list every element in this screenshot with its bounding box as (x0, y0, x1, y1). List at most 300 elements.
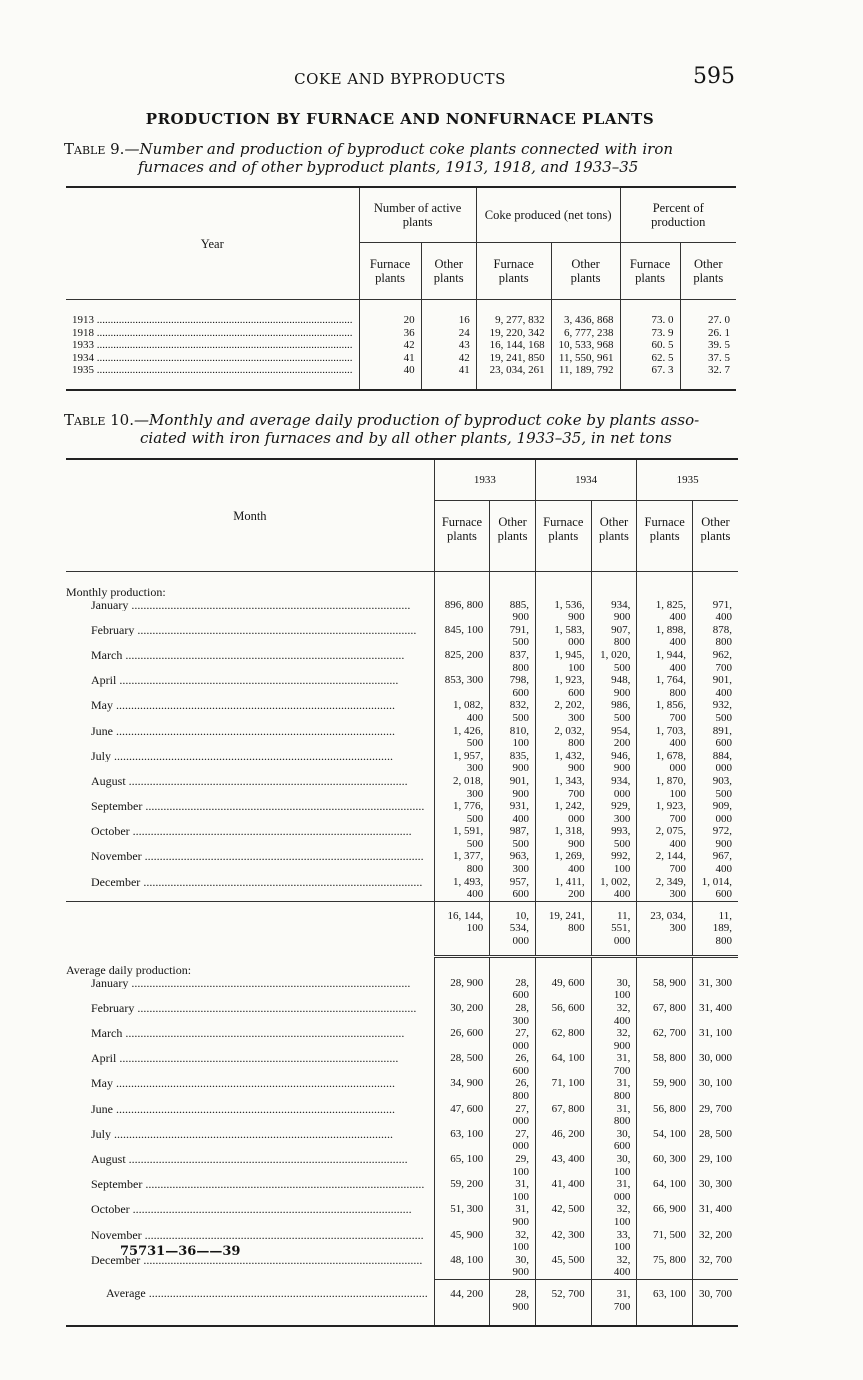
table9-sub-percent-other: Other plants (680, 243, 736, 300)
value-cell: 30, 100 (692, 1077, 738, 1102)
value-cell: 28, 900 (434, 977, 489, 1002)
value-cell: 1, 583, 000 (535, 624, 591, 649)
table9-value: 16, 144, 168 (476, 339, 551, 352)
year-label: 1935 ..... (72, 364, 353, 377)
value-cell: 825, 200 (434, 649, 489, 674)
value-cell: 42, 300 (535, 1229, 591, 1254)
daily-row (66, 1002, 738, 1027)
table9-value: 11, 550, 961 (551, 352, 620, 365)
value-cell: 2, 202, 300 (535, 699, 591, 724)
value-cell: 853, 300 (434, 674, 489, 699)
table9-header-year: Year (66, 187, 359, 300)
month-cell (66, 1128, 434, 1153)
value-cell: 1, 825, 400 (637, 599, 693, 624)
month-cell (66, 649, 434, 674)
table10-sub-1935-other: Other plants (692, 501, 738, 572)
average-label-cell (66, 1279, 434, 1326)
month-label: October ..... (91, 1203, 428, 1216)
empty-cell (434, 572, 489, 599)
year-label: 1933 ..... (72, 339, 353, 352)
value-cell: 32, 900 (591, 1027, 637, 1052)
daily-row (66, 1027, 738, 1052)
average-cell: 44, 200 (434, 1279, 489, 1326)
value-cell: 946, 900 (591, 750, 637, 775)
value-cell: 67, 800 (535, 1103, 591, 1128)
value-cell: 31, 400 (692, 1002, 738, 1027)
value-cell: 59, 900 (637, 1077, 693, 1102)
value-cell: 1, 426, 500 (434, 725, 489, 750)
total-cell: 16, 144, 100 (434, 901, 489, 956)
value-cell: 934, 900 (591, 599, 637, 624)
value-cell: 909, 000 (692, 800, 738, 825)
month-cell (66, 599, 434, 624)
empty-cell (637, 956, 693, 977)
section-title: PRODUCTION BY FURNACE AND NONFURNACE PLANTS (145, 110, 655, 128)
total-cell: 23, 034, 300 (637, 901, 693, 956)
value-cell: 1, 764, 800 (637, 674, 693, 699)
value-cell: 28, 500 (434, 1052, 489, 1077)
average-cell: 52, 700 (535, 1279, 591, 1326)
monthly-row (66, 876, 738, 902)
monthly-total-row (66, 901, 738, 956)
value-cell: 47, 600 (434, 1103, 489, 1128)
daily-row (66, 1052, 738, 1077)
table10-sub-1934-furnace: Furnace plants (535, 501, 591, 572)
value-cell: 1, 944, 400 (637, 649, 693, 674)
month-label: March ..... (91, 1027, 428, 1040)
value-cell: 1, 945, 100 (535, 649, 591, 674)
value-cell: 66, 900 (637, 1203, 693, 1228)
month-cell (66, 750, 434, 775)
empty-cell (490, 572, 536, 599)
table9 (66, 186, 736, 391)
value-cell: 1, 923, 700 (637, 800, 693, 825)
value-cell: 71, 500 (637, 1229, 693, 1254)
value-cell: 1, 870, 100 (637, 775, 693, 800)
daily-heading-row (66, 956, 738, 977)
value-cell: 31, 800 (591, 1077, 637, 1102)
year-cell (66, 364, 359, 390)
month-cell (66, 977, 434, 1002)
value-cell: 27, 000 (490, 1128, 536, 1153)
value-cell: 929, 300 (591, 800, 637, 825)
total-cell: 10, 534, 000 (490, 901, 536, 956)
value-cell: 1, 856, 700 (637, 699, 693, 724)
table9-value: 60. 5 (620, 339, 680, 352)
value-cell: 32, 700 (692, 1254, 738, 1280)
value-cell: 45, 500 (535, 1254, 591, 1280)
month-cell (66, 876, 434, 902)
table9-sub-coke-furnace: Furnace plants (476, 243, 551, 300)
table10-header-year-1934: 1934 (535, 459, 636, 501)
monthly-row (66, 649, 738, 674)
value-cell: 1, 411, 200 (535, 876, 591, 902)
month-label: July ..... (91, 1128, 428, 1141)
value-cell: 26, 600 (490, 1052, 536, 1077)
month-cell (66, 1153, 434, 1178)
value-cell: 46, 200 (535, 1128, 591, 1153)
month-label: May ..... (91, 1077, 428, 1090)
empty-cell (637, 572, 693, 599)
value-cell: 41, 400 (535, 1178, 591, 1203)
table10-sub-1933-other: Other plants (490, 501, 536, 572)
value-cell: 837, 800 (490, 649, 536, 674)
table9-value: 3, 436, 868 (551, 300, 620, 327)
value-cell: 1, 318, 900 (535, 825, 591, 850)
page-number: 595 (693, 64, 735, 89)
month-label: July ..... (91, 750, 428, 763)
value-cell: 1, 703, 400 (637, 725, 693, 750)
daily-row (66, 1178, 738, 1203)
footer-print-code: 75731—36——39 (120, 1244, 241, 1259)
table9-value: 41 (359, 352, 421, 365)
value-cell: 63, 100 (434, 1128, 489, 1153)
value-cell: 884, 000 (692, 750, 738, 775)
month-label: April ..... (91, 674, 428, 687)
monthly-row (66, 850, 738, 875)
value-cell: 34, 900 (434, 1077, 489, 1102)
value-cell: 931, 400 (490, 800, 536, 825)
value-cell: 26, 800 (490, 1077, 536, 1102)
monthly-row (66, 624, 738, 649)
month-cell (66, 800, 434, 825)
month-label: February ..... (91, 1002, 428, 1015)
value-cell: 58, 800 (637, 1052, 693, 1077)
value-cell: 54, 100 (637, 1128, 693, 1153)
empty-cell (535, 956, 591, 977)
value-cell: 891, 600 (692, 725, 738, 750)
table9-value: 67. 3 (620, 364, 680, 390)
table10-sub-1935-furnace: Furnace plants (637, 501, 693, 572)
value-cell: 1, 014, 600 (692, 876, 738, 902)
month-label: September ..... (91, 800, 428, 813)
year-label: 1934 ..... (72, 352, 353, 365)
value-cell: 56, 800 (637, 1103, 693, 1128)
value-cell: 31, 900 (490, 1203, 536, 1228)
month-cell (66, 1203, 434, 1228)
value-cell: 31, 700 (591, 1052, 637, 1077)
value-cell: 64, 100 (535, 1052, 591, 1077)
table9-sub-percent-furnace: Furnace plants (620, 243, 680, 300)
month-label: December ..... (91, 1254, 428, 1267)
table9-value: 42 (421, 352, 476, 365)
value-cell: 27, 000 (490, 1103, 536, 1128)
table10-caption-line1: —Monthly and average daily production of byproduct coke by plants asso- (134, 411, 700, 429)
value-cell: 948, 900 (591, 674, 637, 699)
value-cell: 1, 776, 500 (434, 800, 489, 825)
value-cell: 30, 000 (692, 1052, 738, 1077)
month-cell (66, 825, 434, 850)
value-cell: 963, 300 (490, 850, 536, 875)
daily-row (66, 1103, 738, 1128)
value-cell: 59, 200 (434, 1178, 489, 1203)
average-label: Average ..... (106, 1287, 428, 1300)
table9-value: 19, 220, 342 (476, 327, 551, 340)
table9-value: 9, 277, 832 (476, 300, 551, 327)
value-cell: 1, 923, 600 (535, 674, 591, 699)
value-cell: 1, 242, 000 (535, 800, 591, 825)
value-cell: 27, 000 (490, 1027, 536, 1052)
month-cell (66, 1052, 434, 1077)
value-cell: 32, 400 (591, 1254, 637, 1280)
value-cell: 901, 900 (490, 775, 536, 800)
value-cell: 26, 600 (434, 1027, 489, 1052)
value-cell: 1, 269, 400 (535, 850, 591, 875)
month-label: April ..... (91, 1052, 428, 1065)
value-cell: 907, 800 (591, 624, 637, 649)
table10-label: Table 10. (64, 411, 134, 429)
table9-value: 11, 189, 792 (551, 364, 620, 390)
value-cell: 885, 900 (490, 599, 536, 624)
month-cell (66, 1103, 434, 1128)
value-cell: 28, 300 (490, 1002, 536, 1027)
month-label: December ..... (91, 876, 428, 889)
monthly-row (66, 800, 738, 825)
table9-value: 39. 5 (680, 339, 736, 352)
month-label: November ..... (91, 1229, 428, 1242)
table9-sub-active-other: Other plants (421, 243, 476, 300)
year-cell (66, 339, 359, 352)
table10-header-year-1935: 1935 (637, 459, 738, 501)
value-cell: 962, 700 (692, 649, 738, 674)
value-cell: 1, 536, 900 (535, 599, 591, 624)
empty-cell (591, 572, 637, 599)
value-cell: 29, 100 (692, 1153, 738, 1178)
table9-caption-line2: furnaces and of other byproduct plants, 1913, 1918, and 1933–35 (138, 158, 639, 176)
table9-header-percent: Percent of production (620, 187, 736, 243)
value-cell: 1, 898, 400 (637, 624, 693, 649)
value-cell: 798, 600 (490, 674, 536, 699)
average-cell: 63, 100 (637, 1279, 693, 1326)
daily-row (66, 1203, 738, 1228)
year-label: 1913 ..... (72, 314, 353, 327)
value-cell: 65, 100 (434, 1153, 489, 1178)
month-label: March ..... (91, 649, 428, 662)
value-cell: 60, 300 (637, 1153, 693, 1178)
value-cell: 28, 500 (692, 1128, 738, 1153)
value-cell: 986, 500 (591, 699, 637, 724)
table10-caption (64, 411, 754, 447)
value-cell: 30, 600 (591, 1128, 637, 1153)
value-cell: 32, 100 (591, 1203, 637, 1228)
average-cell: 31, 700 (591, 1279, 637, 1326)
value-cell: 903, 500 (692, 775, 738, 800)
month-label: February ..... (91, 624, 428, 637)
value-cell: 42, 500 (535, 1203, 591, 1228)
month-label: June ..... (91, 1103, 428, 1116)
table9-value: 27. 0 (680, 300, 736, 327)
table10-sub-1934-other: Other plants (591, 501, 637, 572)
total-label-cell (66, 901, 434, 956)
table9-header-coke: Coke produced (net tons) (476, 187, 620, 243)
table9-row (66, 352, 736, 365)
year-label: 1918 ..... (72, 327, 353, 340)
table10-header-month: Month (66, 459, 434, 572)
daily-heading: Average daily production: (66, 963, 192, 978)
month-label: June ..... (91, 725, 428, 738)
value-cell: 58, 900 (637, 977, 693, 1002)
month-cell (66, 850, 434, 875)
table9-value: 43 (421, 339, 476, 352)
daily-row (66, 1153, 738, 1178)
year-cell (66, 327, 359, 340)
value-cell: 67, 800 (637, 1002, 693, 1027)
value-cell: 993, 500 (591, 825, 637, 850)
monthly-row (66, 599, 738, 624)
total-cell: 19, 241, 800 (535, 901, 591, 956)
value-cell: 2, 349, 300 (637, 876, 693, 902)
table9-value: 32. 7 (680, 364, 736, 390)
value-cell: 954, 200 (591, 725, 637, 750)
value-cell: 49, 600 (535, 977, 591, 1002)
year-cell (66, 352, 359, 365)
value-cell: 51, 300 (434, 1203, 489, 1228)
value-cell: 957, 600 (490, 876, 536, 902)
month-cell (66, 725, 434, 750)
value-cell: 62, 800 (535, 1027, 591, 1052)
value-cell: 878, 800 (692, 624, 738, 649)
table9-value: 20 (359, 300, 421, 327)
value-cell: 832, 500 (490, 699, 536, 724)
value-cell: 1, 002, 400 (591, 876, 637, 902)
table9-row (66, 364, 736, 390)
value-cell: 31, 100 (490, 1178, 536, 1203)
average-cell: 28, 900 (490, 1279, 536, 1326)
value-cell: 28, 600 (490, 977, 536, 1002)
value-cell: 835, 900 (490, 750, 536, 775)
table9-value: 23, 034, 261 (476, 364, 551, 390)
table9-value: 10, 533, 968 (551, 339, 620, 352)
running-header: COKE AND BYPRODUCTS (294, 70, 506, 88)
monthly-row (66, 750, 738, 775)
empty-cell (591, 956, 637, 977)
table9-header-active: Number of active plants (359, 187, 476, 243)
value-cell: 30, 200 (434, 1002, 489, 1027)
month-label: September ..... (91, 1178, 428, 1191)
value-cell: 1, 591, 500 (434, 825, 489, 850)
value-cell: 2, 144, 700 (637, 850, 693, 875)
total-cell: 11, 551, 000 (591, 901, 637, 956)
value-cell: 1, 957, 300 (434, 750, 489, 775)
value-cell: 29, 100 (490, 1153, 536, 1178)
value-cell: 32, 400 (591, 1002, 637, 1027)
table10-sub-1933-furnace: Furnace plants (434, 501, 489, 572)
value-cell: 934, 000 (591, 775, 637, 800)
value-cell: 45, 900 (434, 1229, 489, 1254)
value-cell: 2, 018, 300 (434, 775, 489, 800)
table9-sub-active-furnace: Furnace plants (359, 243, 421, 300)
month-cell (66, 1178, 434, 1203)
value-cell: 31, 800 (591, 1103, 637, 1128)
month-label: October ..... (91, 825, 428, 838)
value-cell: 992, 100 (591, 850, 637, 875)
value-cell: 32, 200 (692, 1229, 738, 1254)
table9-value: 36 (359, 327, 421, 340)
value-cell: 31, 400 (692, 1203, 738, 1228)
value-cell: 791, 500 (490, 624, 536, 649)
table9-value: 24 (421, 327, 476, 340)
average-cell: 30, 700 (692, 1279, 738, 1326)
month-label: August ..... (91, 1153, 428, 1166)
value-cell: 31, 100 (692, 1027, 738, 1052)
month-label: August ..... (91, 775, 428, 788)
value-cell: 31, 300 (692, 977, 738, 1002)
value-cell: 971, 400 (692, 599, 738, 624)
daily-row (66, 1128, 738, 1153)
month-cell (66, 1027, 434, 1052)
empty-cell (490, 956, 536, 977)
value-cell: 1, 082, 400 (434, 699, 489, 724)
table9-value: 42 (359, 339, 421, 352)
table9-value: 73. 9 (620, 327, 680, 340)
average-row (66, 1279, 738, 1326)
month-cell (66, 674, 434, 699)
month-cell (66, 775, 434, 800)
table9-value: 26. 1 (680, 327, 736, 340)
table9-value: 41 (421, 364, 476, 390)
monthly-row (66, 674, 738, 699)
month-cell (66, 699, 434, 724)
value-cell: 972, 900 (692, 825, 738, 850)
table9-value: 73. 0 (620, 300, 680, 327)
value-cell: 48, 100 (434, 1254, 489, 1280)
table9-row (66, 339, 736, 352)
value-cell: 2, 075, 400 (637, 825, 693, 850)
monthly-row (66, 725, 738, 750)
month-label: November ..... (91, 850, 428, 863)
table9-value: 40 (359, 364, 421, 390)
value-cell: 31, 000 (591, 1178, 637, 1203)
value-cell: 71, 100 (535, 1077, 591, 1102)
monthly-row (66, 825, 738, 850)
empty-cell (434, 956, 489, 977)
value-cell: 1, 493, 400 (434, 876, 489, 902)
value-cell: 901, 400 (692, 674, 738, 699)
daily-row (66, 977, 738, 1002)
table10-header-year-1933: 1933 (434, 459, 535, 501)
table9-value: 37. 5 (680, 352, 736, 365)
value-cell: 845, 100 (434, 624, 489, 649)
table9-row (66, 300, 736, 327)
monthly-row (66, 775, 738, 800)
value-cell: 75, 800 (637, 1254, 693, 1280)
value-cell: 1, 678, 000 (637, 750, 693, 775)
value-cell: 932, 500 (692, 699, 738, 724)
value-cell: 987, 500 (490, 825, 536, 850)
value-cell: 30, 900 (490, 1254, 536, 1280)
value-cell: 896, 800 (434, 599, 489, 624)
value-cell: 56, 600 (535, 1002, 591, 1027)
monthly-heading: Monthly production: (66, 585, 166, 599)
value-cell: 30, 100 (591, 1153, 637, 1178)
table9-value: 16 (421, 300, 476, 327)
value-cell: 967, 400 (692, 850, 738, 875)
table9-value: 62. 5 (620, 352, 680, 365)
value-cell: 1, 432, 900 (535, 750, 591, 775)
value-cell: 810, 100 (490, 725, 536, 750)
empty-cell (692, 572, 738, 599)
value-cell: 64, 100 (637, 1178, 693, 1203)
table9-label: Table 9. (64, 140, 125, 158)
value-cell: 62, 700 (637, 1027, 693, 1052)
month-label: January ..... (91, 599, 428, 612)
table9-value: 19, 241, 850 (476, 352, 551, 365)
monthly-row (66, 699, 738, 724)
month-label: January ..... (91, 977, 428, 990)
table10-caption-line2: ciated with iron furnaces and by all other plants, 1933–35, in net tons (140, 429, 672, 447)
table9-caption (64, 140, 744, 176)
value-cell: 1, 343, 700 (535, 775, 591, 800)
